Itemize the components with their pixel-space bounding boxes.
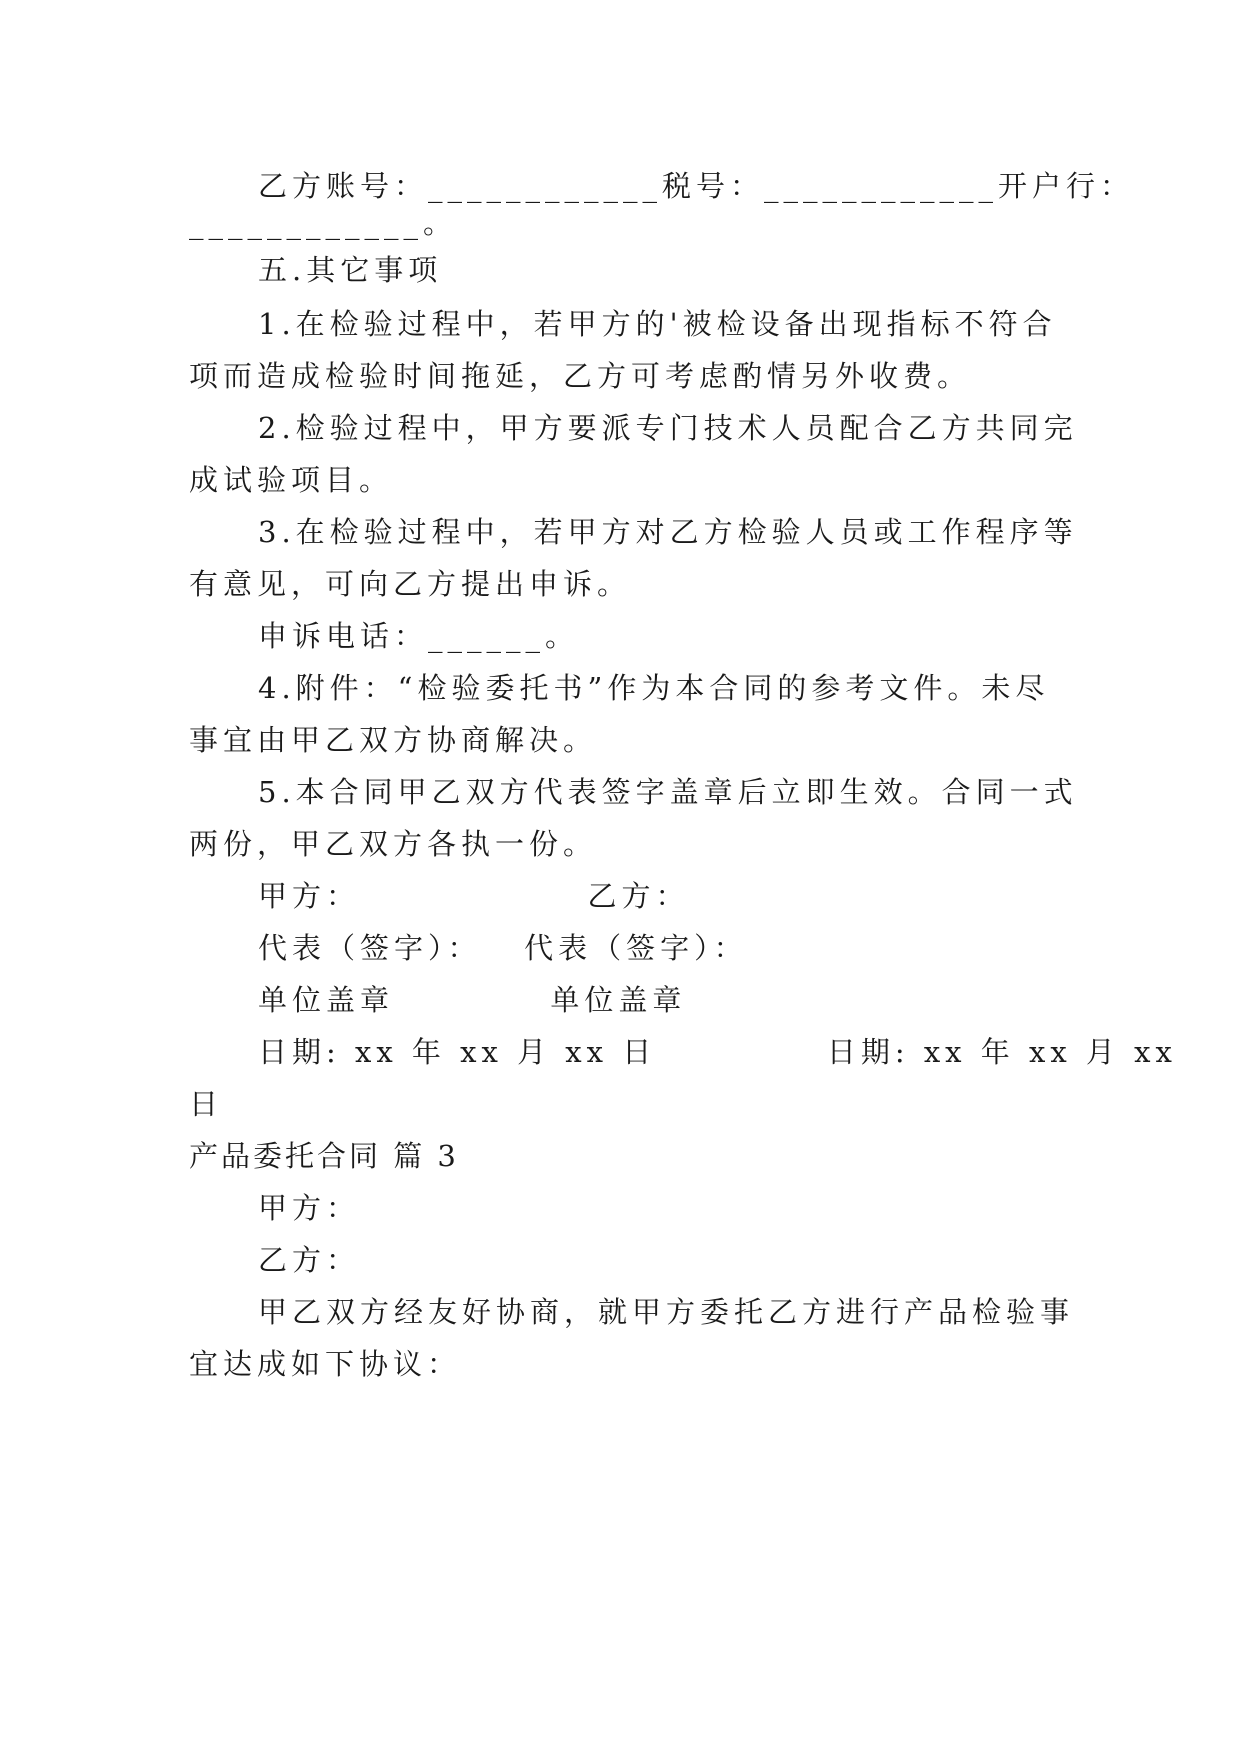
clause-2-line-1: 2.检验过程中，甲方要派专门技术人员配合乙方共同完 bbox=[258, 411, 1078, 445]
agreement-intro-line-1: 甲乙双方经友好协商，就甲方委托乙方进行产品检验事 bbox=[258, 1295, 1075, 1329]
clause-5-line-2: 两份，甲乙双方各执一份。 bbox=[189, 827, 598, 861]
clause-4-line-2: 事宜由甲乙双方协商解决。 bbox=[189, 723, 598, 757]
contract-title: 产品委托合同 篇 3 bbox=[189, 1139, 459, 1173]
date-line-cont: 日 bbox=[189, 1087, 224, 1121]
clause-3-line-1: 3.在检验过程中，若甲方对乙方检验人员或工作程序等 bbox=[258, 515, 1078, 549]
section-heading-other-matters: 五.其它事项 bbox=[258, 253, 443, 287]
account-info-line-cont: ____________。 bbox=[189, 206, 458, 240]
unit-seal-line: 单位盖章 单位盖章 bbox=[258, 983, 687, 1017]
agreement-intro-line-2: 宜达成如下协议： bbox=[189, 1347, 462, 1381]
complaint-phone: 申诉电话：______。 bbox=[258, 619, 580, 653]
account-info-line: 乙方账号：____________税号：____________开户行： bbox=[258, 169, 1135, 203]
clause-4-line-1: 4.附件：“检验委托书”作为本合同的参考文件。未尽 bbox=[258, 671, 1050, 705]
clause-2-line-2: 成试验项目。 bbox=[189, 463, 394, 497]
party-line: 甲方： 乙方： bbox=[258, 879, 690, 913]
clause-1-line-2: 项而造成检验时间拖延，乙方可考虑酌情另外收费。 bbox=[189, 359, 972, 393]
date-line: 日期: xx 年 xx 月 xx 日 日期: xx 年 xx 月 xx bbox=[258, 1035, 1177, 1069]
clause-5-line-1: 5.本合同甲乙双方代表签字盖章后立即生效。合同一式 bbox=[258, 775, 1078, 809]
clause-3-line-2: 有意见，可向乙方提出申诉。 bbox=[189, 567, 632, 601]
party-a-label: 甲方： bbox=[258, 1191, 361, 1225]
clause-1-line-1: 1.在检验过程中，若甲方的'被检设备出现指标不符合 bbox=[258, 307, 1057, 341]
representative-signature-line: 代表（签字）： 代表（签字）： bbox=[258, 931, 748, 965]
party-b-label: 乙方： bbox=[258, 1243, 361, 1277]
